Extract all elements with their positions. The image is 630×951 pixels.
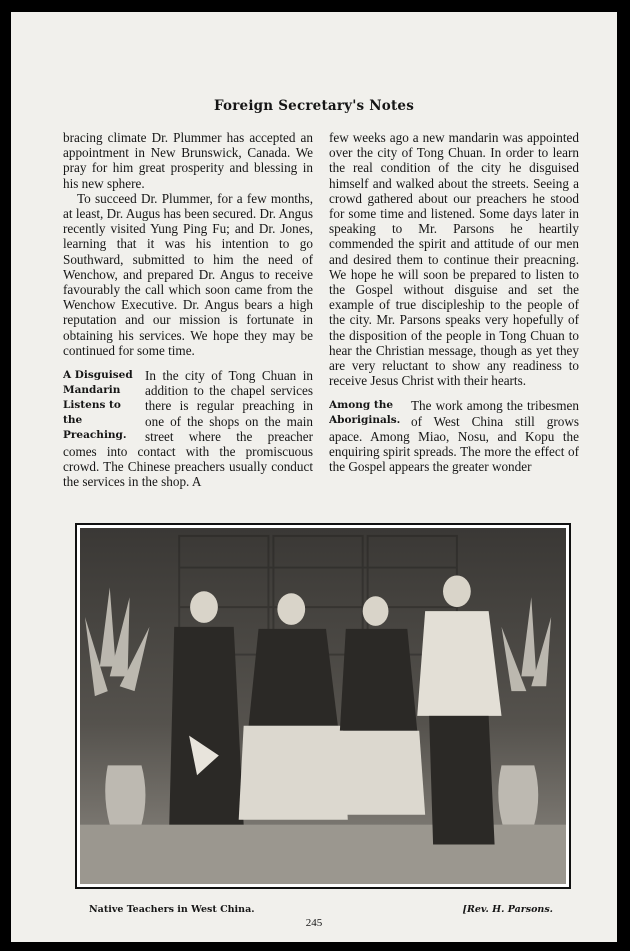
side-heading: Among the Aboriginals. bbox=[329, 399, 401, 427]
paragraph: To succeed Dr. Plummer, for a few months, at least, Dr. Augus has been secured. Dr. Angus recently visited Yung Ping Fu; and Dr. Jones, learning that it was his intention to go Southward, submitted to him the need of Wenchow, and prepared Dr. Angus to receive favourably the call which soon came from the Wenchow Executive. Dr. Angus bears a high reputation and our mission is fortunate in obtaining his services. We hope they may be continued for some time. bbox=[63, 190, 313, 358]
photo-caption: Native Teachers in West China. bbox=[89, 904, 255, 915]
paragraph: few weeks ago a new mandarin was appointed over the city of Tong Chuan. In order to learn the real condition of the city he disguised himself and walked about the streets. Seeing a crowd gathered about our preachers he stood for some time and listened. Some days later in speaking to Mr. Parsons he heartily commended the spirit and attitude of our men and desired them to continue their preacning. We hope he will soon be prepared to listen to the Gospel without disguise and set the example of true discipleship to the people of the city. Mr. Parsons speaks very hopefully of the disposition of the people in Tong Chuan to hear the Christian message, though as yet they are very reluctant to show any readiness to receive Jesus Christ with their hearts. bbox=[329, 130, 579, 389]
page-title: Foreign Secretary's Notes bbox=[213, 98, 415, 114]
paragraph: bracing climate Dr. Plummer has accepted an appointment in New Brunswick, Canada. We pray for him great prosperity and blessing in his new sphere. bbox=[63, 130, 313, 191]
paragraph: The work among the tribesmen of West China still grows apace. Among Miao, Nosu, and Kopu the enquiring spirit spreads. The more the effect of the Gospel appears the greater wonder bbox=[329, 398, 579, 475]
side-heading: A Disguised Mandarin Listens to the Preaching. bbox=[63, 369, 133, 442]
left-column bbox=[63, 130, 313, 490]
photo-credit: [Rev. H. Parsons. bbox=[462, 904, 553, 915]
document-page bbox=[11, 12, 617, 942]
photo-frame bbox=[75, 523, 571, 889]
page-number: 245 bbox=[305, 917, 323, 929]
paragraph: In the city of Tong Chuan in addition to the chapel services there is regular preaching in one of the shops on the main street where the preacher comes into contact with the promiscuous crowd. The Chinese preachers usually conduct the services in the shop. A bbox=[63, 368, 313, 490]
right-column bbox=[329, 130, 579, 474]
group-photo bbox=[80, 528, 566, 884]
section-among-aboriginals bbox=[329, 398, 579, 474]
section-disguised-mandarin bbox=[63, 368, 313, 490]
